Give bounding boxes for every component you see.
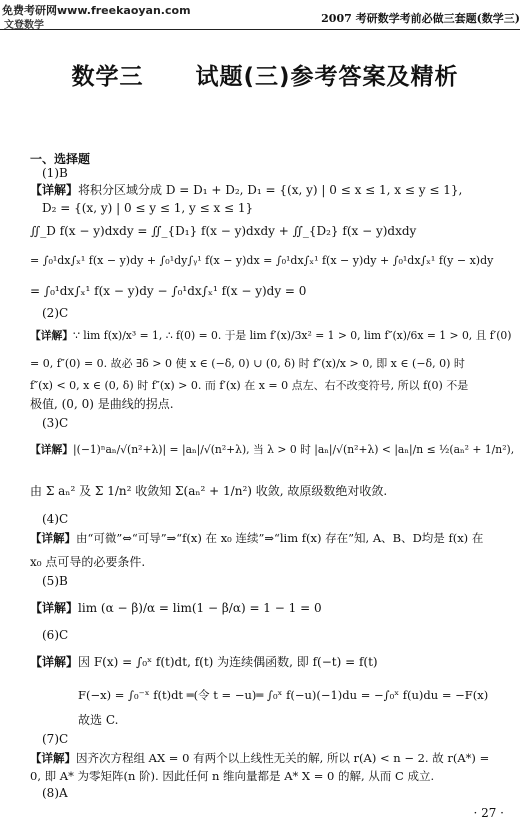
answer-4: (4)C [42, 512, 69, 526]
q4-line-1: 【详解】由“可微”⇔“可导”⇒“f(x) 在 x₀ 连续”⇒“lim f(x) 存在”知, A、B、D均是 f(x) 在 [30, 531, 484, 545]
publisher-logo: 文登数学 [4, 20, 44, 31]
detail-tag: 【详解】 [30, 183, 79, 197]
q6-line-2: F(−x) = ∫₀⁻ˣ f(t)dt ═(令 t = −u)═ ∫₀ˣ f(−u)(−1)du = −∫₀ˣ f(u)du = −F(x) [78, 688, 489, 702]
header-rule [0, 29, 520, 30]
answer-3: (3)C [42, 416, 69, 430]
answer-5: (5)B [42, 574, 68, 588]
q5-line-1: 【详解】lim (α − β)/α = lim(1 − β/α) = 1 − 1 = 0 [30, 601, 322, 615]
q2-line-1: 【详解】∵ lim f(x)/x³ = 1, ∴ f(0) = 0. 于是 lim f′(x)/3x² = 1 > 0, lim f″(x)/6x = 1 > 0, 且 f′(0) [30, 329, 512, 342]
title-subject: 数学三 [71, 64, 144, 90]
q6-line-1: 【详解】因 F(x) = ∫₀ˣ f(t)dt, f(t) 为连续偶函数, 即 f(−t) = f(t) [30, 655, 378, 669]
q1-line-5: = ∫₀¹dx∫ₓ¹ f(x − y)dy − ∫₀¹dx∫ₓ¹ f(x − y)dy = 0 [30, 284, 307, 298]
q2-line-2: = 0, f″(0) = 0. 故必 ∃δ > 0 使 x ∈ (−δ, 0) ∪ (0, δ) 时 f″(x)/x > 0, 即 x ∈ (−δ, 0) 时 [30, 357, 465, 370]
answer-1: (1)B [42, 166, 68, 180]
q7-line-1: 【详解】因齐次方程组 AX = 0 有两个以上线性无关的解, 所以 r(A) < n − 2. 故 r(A*) = [30, 751, 490, 765]
title-main: 试题(三)参考答案及精析 [195, 64, 459, 90]
q2-line-3: f″(x) < 0, x ∈ (0, δ) 时 f″(x) > 0. 而 f′(x) 在 x = 0 点左、右不改变符号, 所以 f(0) 不是 [30, 379, 469, 392]
q1-line-3: ∬_D f(x − y)dxdy = ∬_{D₁} f(x − y)dxdy + ∬_{D₂} f(x − y)dxdy [30, 224, 417, 238]
section-heading: 一、选择题 [30, 152, 91, 166]
answer-2: (2)C [42, 306, 69, 320]
q6-line-3: 故选 C. [78, 713, 119, 727]
answer-7: (7)C [42, 732, 69, 746]
q4-line-2: x₀ 点可导的必要条件. [30, 555, 146, 569]
q1-line-1: 【详解】将积分区域分成 D = D₁ + D₂, D₁ = {(x, y) | 0 ≤ x ≤ 1, x ≤ y ≤ 1}, [30, 183, 463, 197]
answer-6: (6)C [42, 628, 69, 642]
q7-line-2: 0, 即 A* 为零矩阵(n 阶). 因此任何 n 维向量都是 A* X = 0 的解, 从而 C 成立. [30, 769, 435, 783]
running-title: 2007 考研数学考前必做三套题(数学三) [321, 12, 520, 25]
q3-line-2: 由 Σ aₙ² 及 Σ 1/n² 收敛知 Σ(aₙ² + 1/n²) 收敛, 故原级数绝对收敛. [30, 484, 388, 498]
q1-line-4: = ∫₀¹dx∫ₓ¹ f(x − y)dy + ∫₀¹dy∫ᵧ¹ f(x − y)dx = ∫₀¹dx∫ₓ¹ f(x − y)dy + ∫₀¹dx∫ₓ¹ f(y − x)dy [30, 254, 494, 267]
q3-line-1: 【详解】|(−1)ⁿaₙ/√(n²+λ)| = |aₙ|/√(n²+λ), 当 λ > 0 时 |aₙ|/√(n²+λ) < |aₙ|/n ≤ ½(aₙ² + 1/n²), [30, 443, 515, 456]
q1-line-2: D₂ = {(x, y) | 0 ≤ y ≤ 1, y ≤ x ≤ 1} [42, 201, 254, 215]
answer-8: (8)A [42, 786, 68, 800]
page-title [0, 58, 530, 91]
page-number: · 27 · [473, 806, 504, 820]
watermark-text: 免费考研网www.freekaoyan.com [2, 4, 191, 17]
q2-line-4: 极值, (0, 0) 是曲线的拐点. [30, 397, 174, 411]
page-header [0, 0, 530, 30]
